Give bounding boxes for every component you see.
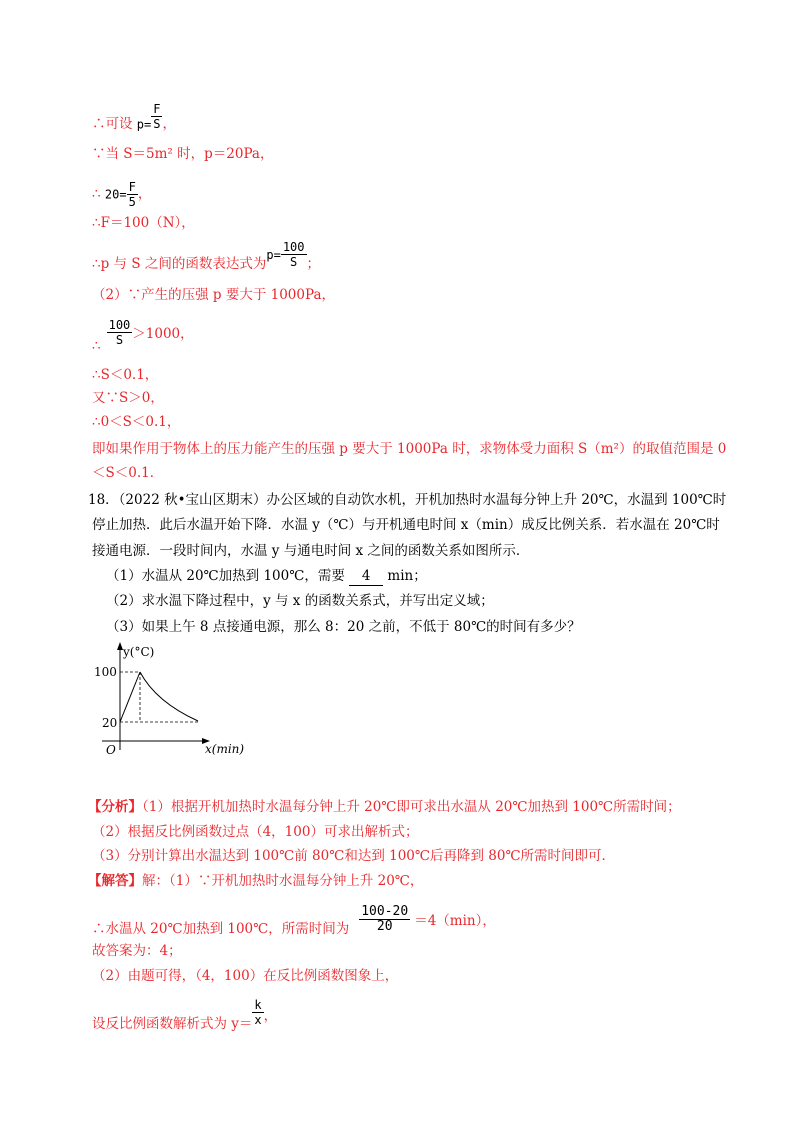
fraction bbox=[151, 102, 162, 131]
text: ＞1000， bbox=[132, 326, 194, 342]
denominator: S bbox=[153, 117, 161, 131]
text: ； bbox=[306, 256, 320, 272]
heating-line bbox=[120, 672, 140, 722]
sol-line-3 bbox=[92, 180, 151, 209]
question-2: （2）求水温下降过程中，y 与 x 的函数关系式，并写出定义域； bbox=[106, 593, 494, 609]
y-axis-label: y(°C) bbox=[123, 645, 155, 659]
numerator: F bbox=[153, 102, 161, 116]
text: ∴可设 bbox=[92, 116, 133, 132]
fraction bbox=[281, 240, 307, 269]
text: ， bbox=[263, 1008, 278, 1024]
sol-line-11: 即如果作用于物体上的压力能产生的压强 p 要大于 1000Pa 时，求物体受力面积 S（m²）的取值范围是 0 bbox=[92, 441, 727, 457]
text: min； bbox=[383, 568, 427, 584]
solution-4: （2）由题可得，（4，100）在反比例函数图象上， bbox=[92, 968, 399, 984]
sol-line-7 bbox=[92, 318, 194, 354]
denominator: x bbox=[254, 1013, 262, 1027]
analysis-3: （3）分别计算出水温达到 100℃前 80℃和达到 100℃后再降到 80℃所需时间即可． bbox=[92, 848, 616, 864]
analysis-1 bbox=[88, 798, 681, 816]
answer-blank: 4 bbox=[349, 567, 383, 586]
sol-line-4: ∴F＝100（N）， bbox=[92, 215, 195, 231]
formula-lhs: p= bbox=[266, 247, 281, 262]
origin-label: O bbox=[106, 743, 116, 755]
text: 设反比例函数解析式为 y＝ bbox=[92, 1016, 253, 1032]
denominator: 5 bbox=[128, 195, 136, 209]
cooling-curve bbox=[140, 672, 198, 721]
numerator: 100 bbox=[108, 318, 131, 332]
numerator: 100-20 bbox=[361, 904, 409, 919]
sol-line-10: ∴0＜S＜0.1， bbox=[92, 414, 181, 430]
numerator: F bbox=[128, 180, 136, 194]
solution-1 bbox=[88, 872, 423, 890]
text: ， bbox=[137, 186, 152, 202]
question-3: （3）如果上午 8 点接通电源，那么 8：20 之前，不低于 80℃的时间有多少？ bbox=[106, 619, 581, 635]
problem-line-2: 停止加热．此后水温开始下降．水温 y（℃）与开机通电时间 x（min）成反比例关系．若水温在 20℃时 bbox=[92, 517, 720, 533]
text: ∴ bbox=[92, 338, 101, 354]
numerator: k bbox=[254, 998, 262, 1012]
temperature-graph bbox=[88, 640, 288, 755]
text: 解：（1）∵开机加热时水温每分钟上升 20℃， bbox=[142, 873, 424, 889]
sol-line-8: ∴S＜0.1， bbox=[92, 367, 159, 383]
denominator: S bbox=[115, 333, 124, 347]
tick-label-100: 100 bbox=[94, 665, 117, 679]
sol-line-2: ∵当 S＝5m² 时，p＝20Pa， bbox=[92, 146, 274, 162]
sol-line-6: （2）∵产生的压强 p 要大于 1000Pa， bbox=[92, 287, 335, 303]
text: ∴p 与 S 之间的函数表达式为 bbox=[92, 256, 267, 272]
sol-line-5 bbox=[92, 240, 320, 279]
denominator: 20 bbox=[376, 919, 393, 934]
text: （1）水温从 20℃加热到 100℃，需要 bbox=[106, 568, 345, 584]
sol-line-1 bbox=[92, 102, 176, 139]
question-1 bbox=[106, 567, 427, 586]
solution-5 bbox=[92, 998, 278, 1032]
solution-3: 故答案为：4； bbox=[92, 943, 182, 959]
fraction bbox=[107, 318, 133, 347]
text: ， bbox=[162, 116, 176, 132]
analysis-2: （2）根据反比例函数过点（4，100）可求出解析式； bbox=[92, 824, 419, 840]
fraction bbox=[252, 998, 263, 1027]
formula-lhs: p= bbox=[136, 117, 152, 132]
sol-line-12: ＜S＜0.1． bbox=[92, 465, 164, 481]
numerator: 100 bbox=[282, 240, 305, 254]
tick-label-20: 20 bbox=[102, 716, 118, 730]
sol-line-9: 又∵S＞0， bbox=[92, 390, 164, 406]
fraction bbox=[127, 180, 138, 209]
fraction bbox=[359, 905, 410, 934]
text: ∴ bbox=[92, 186, 101, 202]
text: ∴水温从 20℃加热到 100℃，所需时间为 bbox=[92, 921, 350, 937]
x-axis-label: x(min) bbox=[205, 742, 245, 755]
text: ＝4（min）， bbox=[414, 913, 496, 929]
solution-2 bbox=[92, 904, 496, 937]
formula-lhs: 20= bbox=[104, 187, 127, 202]
text: （1）根据开机加热时水温每分钟上升 20℃即可求出水温从 20℃加热到 100℃所需时间； bbox=[142, 799, 681, 815]
problem-line-3: 接通电源．一段时间内，水温 y 与通电时间 x 之间的函数关系如图所示． bbox=[92, 543, 530, 559]
denominator: S bbox=[290, 255, 298, 269]
solution-tag: 【解答】 bbox=[88, 873, 142, 889]
analysis-tag: 【分析】 bbox=[88, 799, 142, 815]
problem-line-1: 18．（2022 秋•宝山区期末）办公区域的自动饮水机，开机加热时水温每分钟上升 20℃，水温到 100℃时 bbox=[88, 492, 727, 508]
